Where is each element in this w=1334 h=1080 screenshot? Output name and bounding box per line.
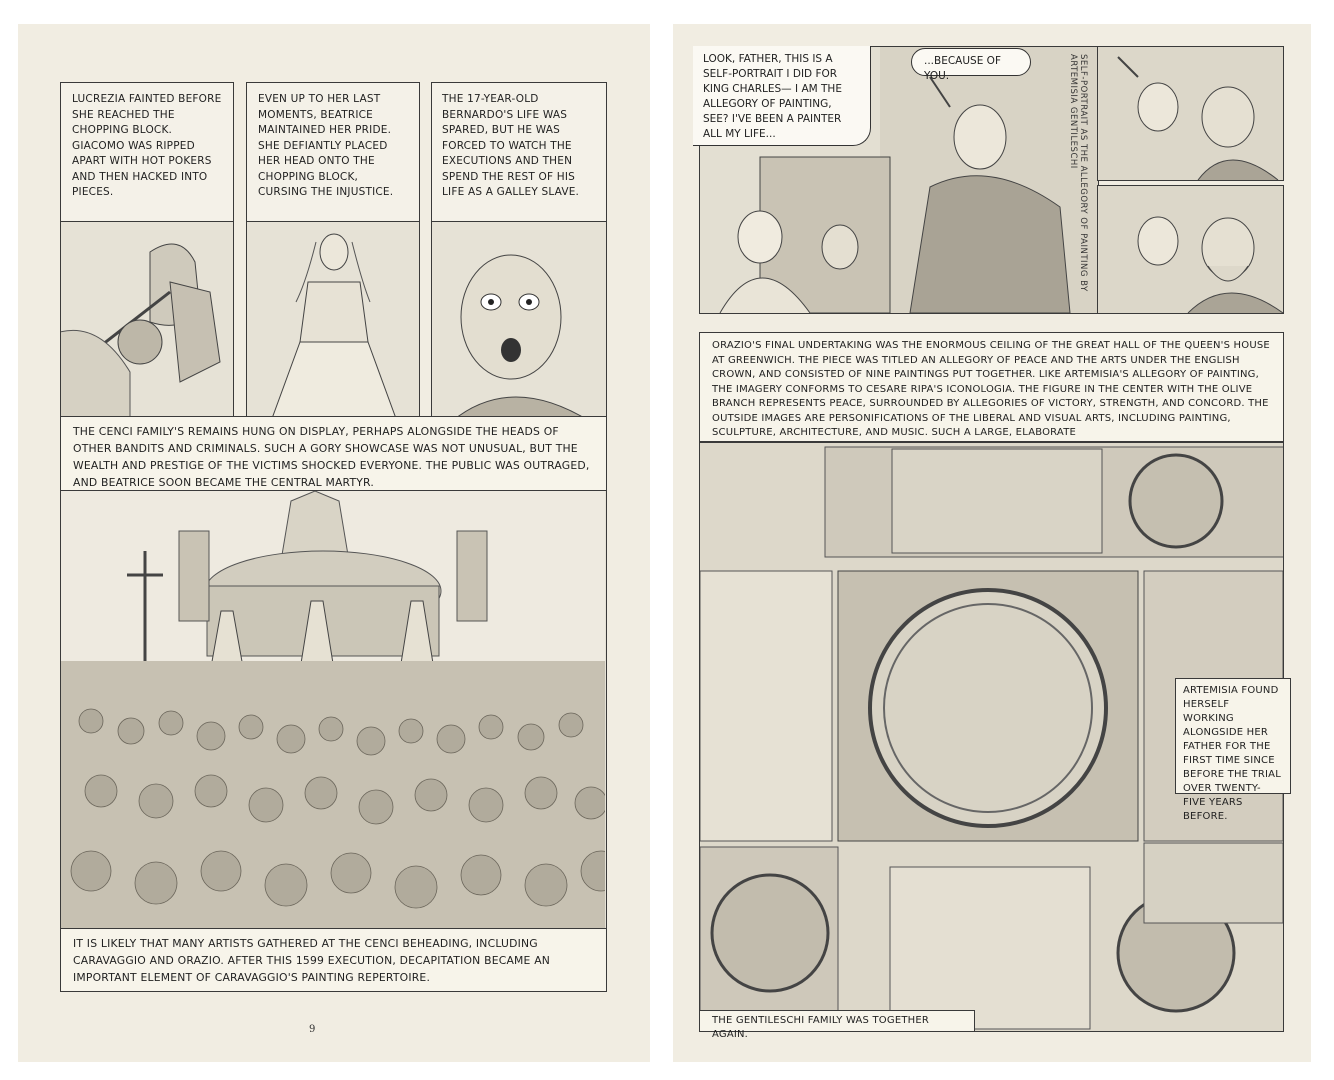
panel-orazio-bottom bbox=[1097, 185, 1284, 314]
caption-beatrice: EVEN UP TO HER LAST MOMENTS, BEATRICE MAINTAINED HER PRIDE. SHE DEFIANTLY PLACED HER HEAD ONTO THE CHOPPING BLOCK, CURSING THE INJUSTICE. bbox=[258, 93, 394, 198]
panel-lucrezia-art bbox=[60, 221, 234, 422]
caption-artists-gathered: IT IS LIKELY THAT MANY ARTISTS GATHERED AT THE CENCI BEHEADING, INCLUDING CARAVAGGIO AND ORAZIO. AFTER THIS 1599 EXECUTION, DECAPITATION BECAME AN IMPORTANT ELEMENT OF CARAVAGGIO'S PAINTING REPERTOIRE. bbox=[60, 928, 607, 992]
panel-execution-crowd bbox=[60, 490, 607, 992]
panel-beatrice-art bbox=[246, 221, 420, 422]
speech-bubble-father: LOOK, FATHER, THIS IS A SELF-PORTRAIT I DID FOR KING CHARLES— I AM THE ALLEGORY OF PAINTING, SEE? I'VE BEEN A PAINTER ALL MY LIFE... bbox=[693, 46, 871, 146]
panel-bernardo-art bbox=[431, 221, 607, 422]
caption-lucrezia: LUCREZIA FAINTED BEFORE SHE REACHED THE CHOPPING BLOCK. GIACOMO WAS RIPPED APART WITH HOT POKERS AND THEN HACKED INTO PIECES. bbox=[72, 93, 222, 198]
orazio-smiling-illustration bbox=[1098, 186, 1283, 313]
caption-family-together: THE GENTILESCHI FAMILY WAS TOGETHER AGAIN. bbox=[699, 1010, 975, 1032]
orazio-portrait-illustration bbox=[1098, 47, 1283, 180]
vertical-caption-self-portrait: SELF-PORTRAIT AS THE ALLEGORY OF PAINTING BY ARTEMISIA GENTILESCHI bbox=[1068, 54, 1088, 292]
left-page bbox=[18, 24, 650, 1062]
execution-crowd-illustration bbox=[61, 491, 605, 929]
page-number: 9 bbox=[309, 1024, 316, 1035]
right-page bbox=[673, 24, 1311, 1062]
speech-bubble-because: ...BECAUSE OF YOU. bbox=[911, 48, 1031, 76]
executioner-illustration bbox=[60, 222, 234, 422]
caption-final-undertaking: ORAZIO'S FINAL UNDERTAKING WAS THE ENORMOUS CEILING OF THE GREAT HALL OF THE QUEEN'S HOUSE AT GREENWICH. THE PIECE WAS TITLED AN ALLEGORY OF PEACE AND THE ARTS UNDER THE ENGLISH CROWN, AND CONSISTED OF NINE PAINTINGS PUT TOGETHER. LIKE ARTEMISIA'S ALLEGORY OF PAINTING, THE IMAGERY CONFORMS TO CESARE RIPA'S ICONOLOGIA. THE FIGURE IN THE CENTER WITH THE OLIVE BRANCH REPRESENTS PEACE, SURROUNDED BY ALLEGORIES OF VICTORY, STRENGTH, AND CONCORD. THE OUTSIDE IMAGES ARE PERSONIFICATIONS OF THE LIBERAL AND VISUAL ARTS, INCLUDING PAINTING, SCULPTURE, ARCHITECTURE, AND MUSIC. SUCH A LARGE, ELABORATE bbox=[699, 332, 1284, 442]
beatrice-illustration bbox=[246, 222, 420, 422]
panel-orazio-top bbox=[1097, 46, 1284, 181]
bernardo-illustration bbox=[431, 222, 607, 422]
caption-artemisia-working: ARTEMISIA FOUND HERSELF WORKING ALONGSIDE HER FATHER FOR THE FIRST TIME SINCE BEFORE THE TRIAL OVER TWENTY-FIVE YEARS BEFORE. bbox=[1175, 678, 1291, 794]
caption-cenci-remains: THE CENCI FAMILY'S REMAINS HUNG ON DISPLAY, PERHAPS ALONGSIDE THE HEADS OF OTHER BANDITS AND CRIMINALS. SUCH A GORY SHOWCASE WAS NOT UNUSUAL, BUT THE WEALTH AND PRESTIGE OF THE VICTIMS SHOCKED EVERYONE. THE PUBLIC WAS OUTRAGED, AND BEATRICE SOON BECAME THE CENTRAL MARTYR. bbox=[60, 416, 607, 492]
caption-bernardo: THE 17-YEAR-OLD BERNARDO'S LIFE WAS SPARED, BUT HE WAS FORCED TO WATCH THE EXECUTIONS AND THEN SPEND THE REST OF HIS LIFE AS A GALLEY SLAVE. bbox=[442, 93, 580, 198]
